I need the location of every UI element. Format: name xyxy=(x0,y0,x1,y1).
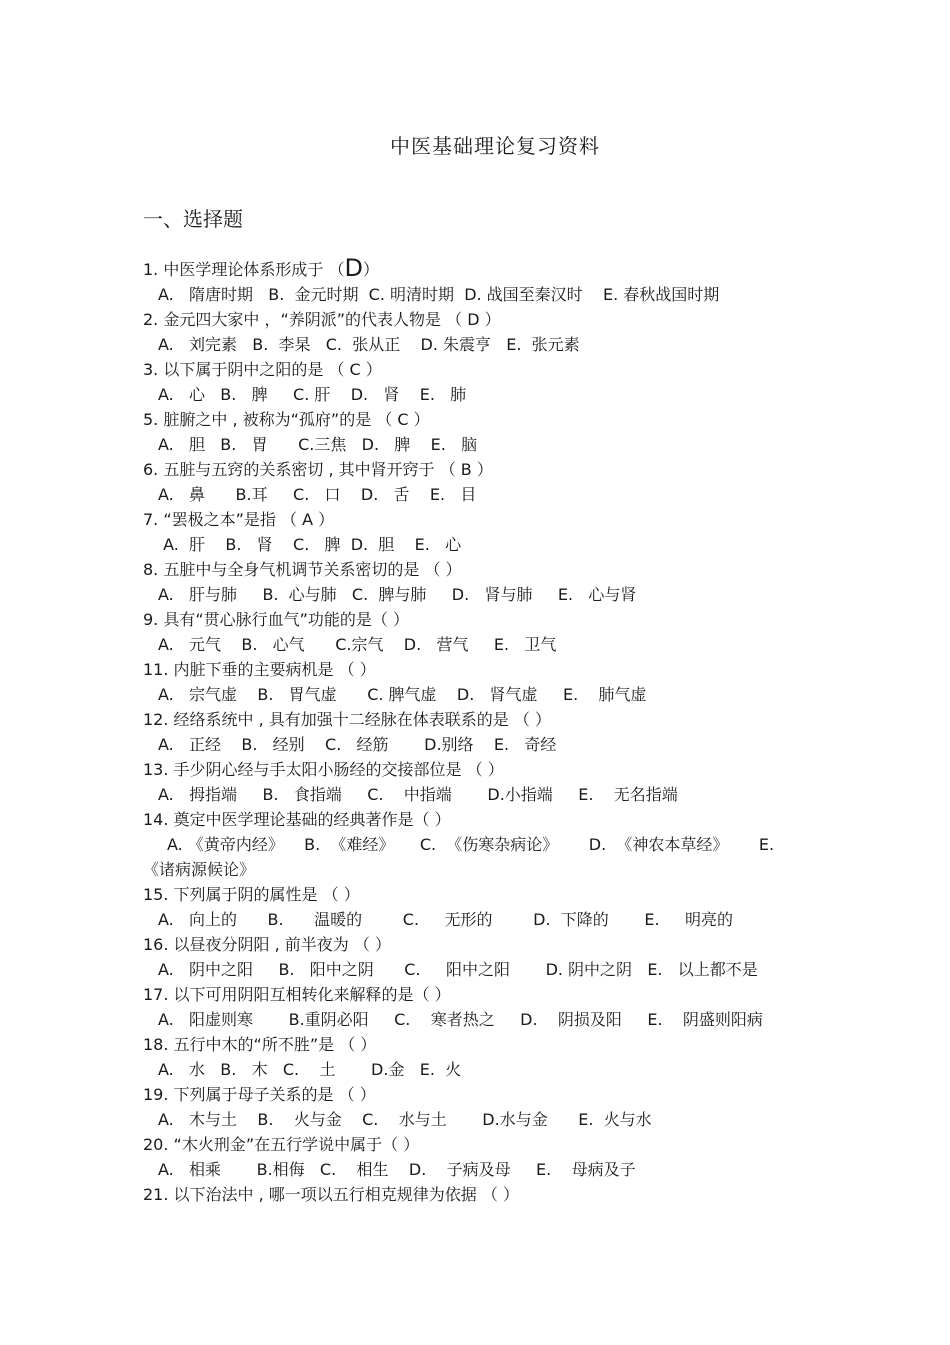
document-title: 中医基础理论复习资料 xyxy=(390,134,600,158)
question-options: A. 阴中之阳 B. 阳中之阴 C. 阳中之阳 D. 阴中之阴 E. 以上都不是 xyxy=(158,960,758,979)
question-17: 17. 以下可用阴阳互相转化来解释的是（ ） xyxy=(143,985,451,1004)
question-list xyxy=(143,255,823,1207)
question-15: 15. 下列属于阴的属性是 （ ） xyxy=(143,885,360,904)
question-11: 11. 内脏下垂的主要病机是 （ ） xyxy=(143,660,376,679)
question-options: A. 心 B. 脾 C. 肝 D. 肾 E. 肺 xyxy=(158,385,467,404)
question-options: A. 向上的 B. 温暖的 C. 无形的 D. 下降的 E. 明亮的 xyxy=(158,910,733,929)
question-options: A. 木与土 B. 火与金 C. 水与土 D.水与金 E. 火与水 xyxy=(158,1110,652,1129)
question-2: 2. 金元四大家中 ，“养阴派”的代表人物是 （ D ） xyxy=(143,310,501,329)
question-21: 21. 以下治法中 , 哪一项以五行相克规律为依据 （ ） xyxy=(143,1185,519,1204)
question-options: A. 肝与肺 B. 心与肺 C. 脾与肺 D. 肾与肺 E. 心与肾 xyxy=(158,585,637,604)
question-options: A. 宗气虚 B. 胃气虚 C. 脾气虚 D. 肾气虚 E. 肺气虚 xyxy=(158,685,647,704)
question-18: 18. 五行中木的“所不胜”是 （ ） xyxy=(143,1035,377,1054)
question-options-continued: 《诸病源候论》 xyxy=(143,860,256,879)
question-3: 3. 以下属于阴中之阳的是 （ C ） xyxy=(143,360,382,379)
question-5: 5. 脏腑之中 , 被称为“孤府”的是 （ C ） xyxy=(143,410,430,429)
question-options: A. 正经 B. 经别 C. 经筋 D.别络 E. 奇经 xyxy=(158,735,557,754)
question-options: A. 鼻 B.耳 C. 口 D. 舌 E. 目 xyxy=(158,485,477,504)
question-text: 1. 中医学理论体系形成于 （ xyxy=(143,260,345,279)
question-14: 14. 奠定中医学理论基础的经典著作是（ ） xyxy=(143,810,451,829)
question-options: A. 胆 B. 胃 C.三焦 D. 脾 E. 脑 xyxy=(158,435,478,454)
question-options: A. 肝 B. 肾 C. 脾 D. 胆 E. 心 xyxy=(158,535,462,554)
question-text: ） xyxy=(362,260,379,279)
question-options: A. 《黄帝内经》 B. 《难经》 C. 《伤寒杂病论》 D. 《神农本草经》 E. xyxy=(167,835,775,854)
question-20: 20. “木火刑金”在五行学说中属于（ ） xyxy=(143,1135,420,1154)
section-heading: 一、选择题 xyxy=(143,207,243,231)
question-1 xyxy=(143,255,823,282)
answer-mark: D xyxy=(344,254,363,282)
question-options: A. 相乘 B.相侮 C. 相生 D. 子病及母 E. 母病及子 xyxy=(158,1160,636,1179)
question-8: 8. 五脏中与全身气机调节关系密切的是 （ ） xyxy=(143,560,462,579)
question-6: 6. 五脏与五窍的关系密切 , 其中肾开窍于 （ B ） xyxy=(143,460,493,479)
question-options: A. 隋唐时期 B. 金元时期 C. 明清时期 D. 战国至秦汉时 E. 春秋战国时期 xyxy=(158,285,720,304)
question-13: 13. 手少阴心经与手太阳小肠经的交接部位是 （ ） xyxy=(143,760,504,779)
question-options: A. 水 B. 木 C. 土 D.金 E. 火 xyxy=(158,1060,462,1079)
question-9: 9. 具有“贯心脉行血气”功能的是（ ） xyxy=(143,610,410,629)
question-options: A. 拇指端 B. 食指端 C. 中指端 D.小指端 E. 无名指端 xyxy=(158,785,678,804)
question-options: A. 元气 B. 心气 C.宗气 D. 营气 E. 卫气 xyxy=(158,635,557,654)
question-7: 7. “罢极之本”是指 （ A ） xyxy=(143,510,335,529)
question-19: 19. 下列属于母子关系的是 （ ） xyxy=(143,1085,376,1104)
question-options: A. 阳虚则寒 B.重阴必阳 C. 寒者热之 D. 阴损及阳 E. 阴盛则阳病 xyxy=(158,1010,763,1029)
question-12: 12. 经络系统中 , 具有加强十二经脉在体表联系的是 （ ） xyxy=(143,710,551,729)
question-options: A. 刘完素 B. 李杲 C. 张从正 D. 朱震亨 E. 张元素 xyxy=(158,335,580,354)
question-16: 16. 以昼夜分阴阳 , 前半夜为 （ ） xyxy=(143,935,391,954)
